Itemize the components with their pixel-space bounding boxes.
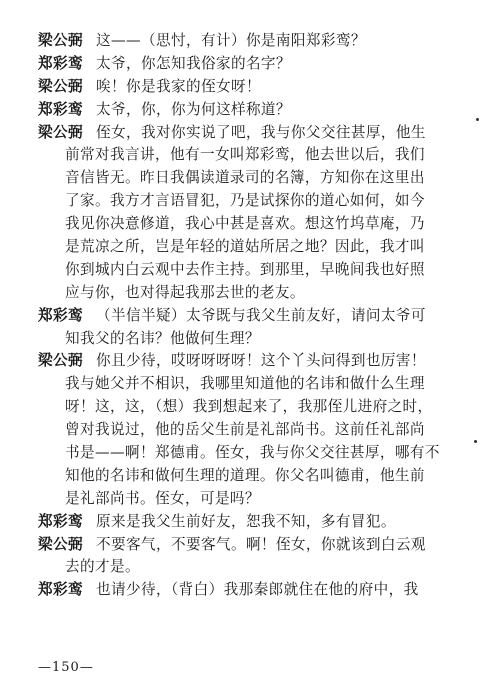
dialogue-line (38, 328, 478, 351)
speaker-name: 郑彩鸾 (38, 306, 83, 324)
dialogue-line (38, 53, 478, 76)
dialogue-line (38, 373, 478, 396)
speaker-name: 梁公弼 (38, 352, 83, 370)
dialogue-line (38, 556, 478, 579)
dialogue-line (38, 534, 478, 557)
speech-text: 原来是我父生前好友，恕我不知，多有冒犯。 (96, 512, 396, 530)
dialogue-line (38, 213, 478, 236)
dialogue-line (38, 465, 478, 488)
speaker-name: 郑彩鸾 (38, 100, 83, 118)
speech-text: 这——（思忖，有计）你是南阳郑彩鸾？ (96, 32, 366, 49)
speech-text: 也请少待，（背白）我那秦郎就住在他的府中，我 (96, 581, 419, 599)
script-text (38, 30, 478, 602)
dialogue-line (38, 144, 478, 167)
dialogue-line (38, 259, 478, 282)
dialogue-line (38, 30, 478, 53)
speech-text: 了家。我方才言语冒犯，乃是试探你的道心如何，如今 (65, 192, 425, 210)
dialogue-line (38, 99, 478, 122)
dialogue-line (38, 76, 478, 99)
speech-text: 呀！这，这，（想）我到想起来了，我那侄儿进府之时， (65, 398, 433, 416)
dialogue-line (38, 442, 478, 465)
speech-text: （半信半疑）太爷既与我父生前友好，请问太爷可 (96, 306, 426, 324)
margin-speck (474, 440, 477, 443)
speech-text: 知我父的名讳？他做何生理？ (65, 329, 260, 347)
speaker-name: 梁公弼 (38, 77, 83, 95)
speech-text: 音信皆无。昨日我偶读道录司的名簿，方知你在这里出 (65, 169, 425, 187)
speaker-name: 梁公弼 (38, 535, 83, 553)
speech-text: 侄女，我对你实说了吧，我与你父交往甚厚，他生 (96, 123, 426, 141)
speech-text: 前常对我言讲，他有一女叫郑彩鸾，他去世以后，我们 (65, 146, 425, 164)
margin-speck (476, 118, 479, 121)
speech-text: 去的才是。 (65, 558, 140, 576)
speech-text: 知他的名讳和做何生理的道理。你父名叫德甫，他生前 (65, 466, 425, 484)
dialogue-line (38, 579, 478, 602)
speaker-name: 梁公弼 (38, 32, 83, 49)
dialogue-line (38, 305, 478, 328)
speech-text: 我见你决意修道，我心中甚是喜欢。想这竹坞草庵，乃 (65, 215, 425, 233)
dialogue-line (38, 488, 478, 511)
speaker-name: 郑彩鸾 (38, 54, 83, 72)
speaker-name: 梁公弼 (38, 123, 83, 141)
speech-text: 应与你，也对得起我那去世的老友。 (65, 283, 305, 301)
speech-text: 是荒凉之所，岂是年轻的道姑所居之地？因此，我才叫 (65, 238, 425, 256)
speech-text: 太爷，你，你为何这样称道？ (96, 100, 291, 118)
speech-text: 太爷，你怎知我俗家的名字？ (96, 54, 291, 72)
speech-text: 你且少待，哎呀呀呀呀！这个丫头问得到也厉害！ (96, 352, 426, 370)
speech-text: 是礼部尚书。侄女，可是吗？ (65, 489, 260, 507)
speech-text: 书是——啊！郑德甫。侄女，我与你父交往甚厚，哪有不 (65, 444, 440, 462)
dialogue-line (38, 122, 478, 145)
speech-text: 你到城内白云观中去作主持。到那里，早晚间我也好照 (65, 260, 425, 278)
speaker-name: 郑彩鸾 (38, 581, 83, 599)
dialogue-line (38, 396, 478, 419)
dialogue-line (38, 190, 478, 213)
speech-text: 曾对我说过，他的岳父生前是礼部尚书。这前任礼部尚 (65, 421, 425, 439)
speaker-name: 郑彩鸾 (38, 512, 83, 530)
dialogue-line (38, 350, 478, 373)
dialogue-line (38, 419, 478, 442)
page-number: —150— (38, 660, 94, 675)
dialogue-line (38, 282, 478, 305)
speech-text: 我与她父并不相识，我哪里知道他的名讳和做什么生理 (65, 375, 425, 393)
dialogue-line (38, 236, 478, 259)
speech-text: 不要客气，不要客气。啊！侄女，你就该到白云观 (96, 535, 426, 553)
speech-text: 唉！你是我家的侄女呀！ (96, 77, 261, 95)
dialogue-line (38, 167, 478, 190)
dialogue-line (38, 511, 478, 534)
